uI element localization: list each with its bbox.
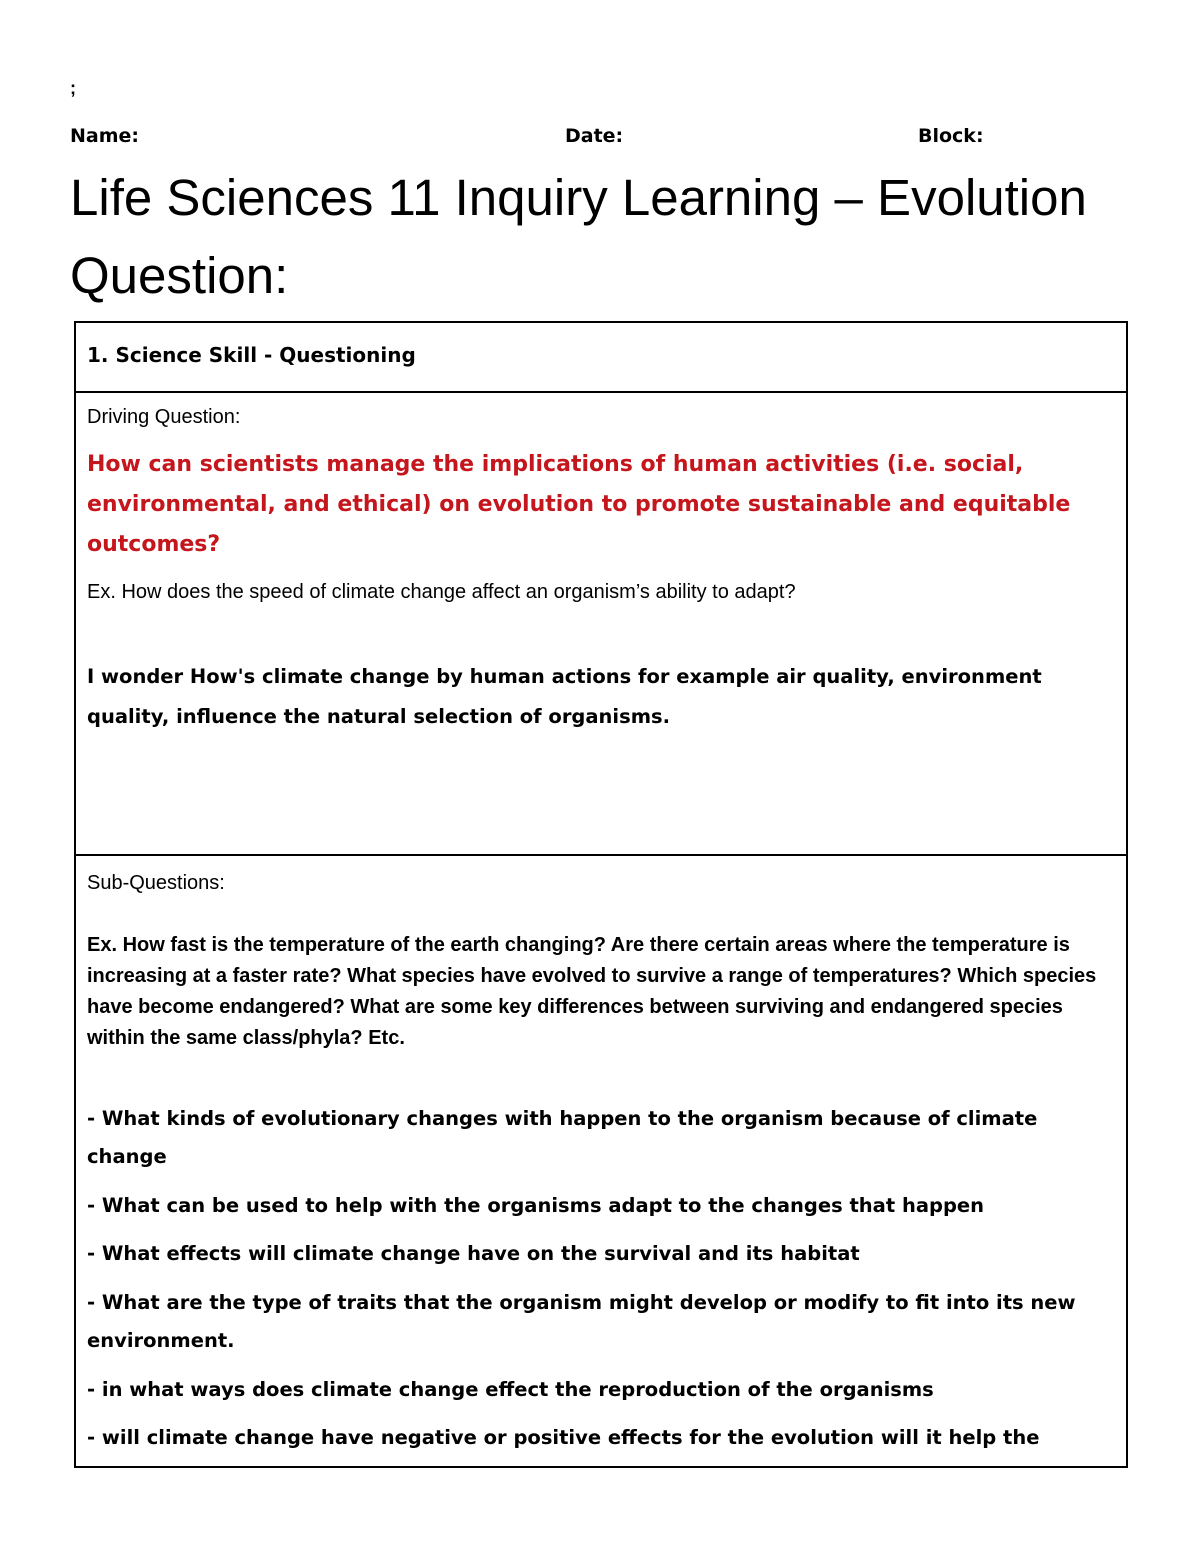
name-label: Name: bbox=[70, 125, 140, 147]
sub-question-item: - What can be used to help with the organisms adapt to the changes that happen bbox=[87, 1194, 985, 1217]
driving-question-text: How can scientists manage the implications of human activities (i.e. social, environmental, and ethical) on evolution to promote sustainable and equitable outcomes? bbox=[87, 452, 1071, 557]
sub-question-item: - What kinds of evolutionary changes with happen to the organism because of climate change bbox=[87, 1107, 1038, 1168]
driving-question-label: Driving Question: bbox=[87, 406, 241, 428]
section-heading: 1. Science Skill - Questioning bbox=[87, 343, 416, 367]
sub-questions-cell bbox=[76, 856, 1126, 1468]
stray-mark: ; bbox=[70, 78, 76, 98]
sub-question-item: - What effects will climate change have on the survival and its habitat bbox=[87, 1242, 860, 1265]
sub-question-item: - What are the type of traits that the organism might develop or modify to fit into its new environment. bbox=[87, 1291, 1076, 1352]
block-label: Block: bbox=[918, 125, 984, 147]
driving-question-cell bbox=[76, 393, 1126, 856]
page-title: Life Sciences 11 Inquiry Learning – Evolution bbox=[70, 169, 1087, 226]
sub-questions-example: Ex. How fast is the temperature of the earth changing? Are there certain areas where the temperature is increasing at a faster rate? What species have evolved to survive a range of temperatures? Which species have become endangered? What are some key differences between surviving and endangered species within the same class/phyla? Etc. bbox=[87, 934, 1097, 1049]
driving-example: Ex. How does the speed of climate change affect an organism’s ability to adapt? bbox=[87, 581, 796, 603]
question-heading: Question: bbox=[70, 247, 289, 304]
questioning-table bbox=[74, 321, 1128, 1468]
student-answer: I wonder How's climate change by human actions for example air quality, environment quality, influence the natural selection of organisms. bbox=[87, 665, 1042, 728]
sub-question-item: - in what ways does climate change effect the reproduction of the organisms bbox=[87, 1378, 934, 1401]
section-heading-cell bbox=[76, 323, 1126, 393]
sub-questions-label: Sub-Questions: bbox=[87, 872, 225, 894]
sub-question-item: - will climate change have negative or positive effects for the evolution will it help the bbox=[87, 1426, 1040, 1449]
date-label: Date: bbox=[565, 125, 624, 147]
